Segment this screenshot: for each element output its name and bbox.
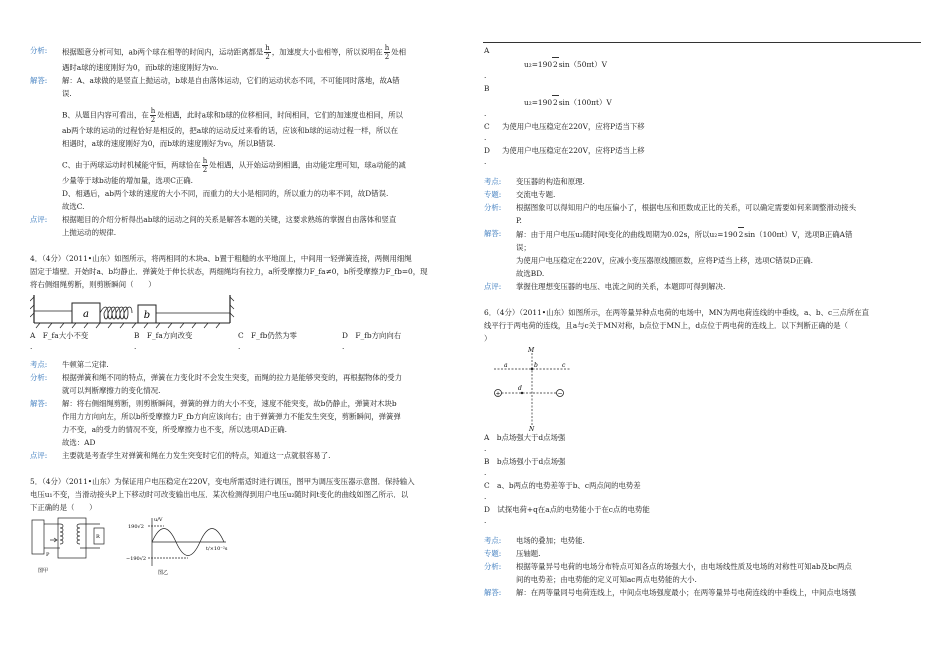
q6-label-N: N bbox=[529, 426, 535, 431]
q3-comment bbox=[30, 213, 468, 239]
q4-block-a-label: a bbox=[83, 309, 89, 320]
right-column bbox=[484, 44, 922, 599]
q6-figure-charges bbox=[484, 345, 594, 431]
solution-label: 解答: bbox=[484, 229, 502, 238]
q6-stem-line2: 线平行于两电荷的连线，且a与c关于MN对称，b点位于MN上，d点位于两电荷的连线上．以下判断正确的是（ bbox=[484, 321, 848, 330]
q6-label-b: b bbox=[534, 362, 538, 369]
q5-figure-neg: −190√2 bbox=[126, 556, 147, 562]
q6-label-c: c bbox=[562, 362, 566, 369]
q5-figure-yi bbox=[148, 518, 226, 566]
q6-analysis-line1: 根据等量异号电荷的电场分布特点可知各点的场强大小，由电场线性质及电场的对称性可知ab及bc两点 bbox=[516, 562, 852, 571]
q6-option-b[interactable]: B b点场强小于d点场强 . bbox=[484, 457, 566, 477]
q6-option-a[interactable]: A b点场强大于d点场强 . bbox=[484, 433, 566, 453]
kaodian-label: 考点: bbox=[30, 360, 48, 369]
q6-negative-charge: − bbox=[557, 390, 563, 398]
q5-figure-t-axis: t/×10⁻²s bbox=[206, 546, 228, 552]
solution-label: 解答: bbox=[484, 588, 502, 597]
q6-label-M: M bbox=[528, 347, 535, 354]
q5-comment-text: 掌握住理想变压器的电压、电流之间的关系，本题即可得到解决. bbox=[516, 282, 726, 291]
fraction-h-2: $\frac{h}{2}$ bbox=[384, 44, 390, 61]
q3-solution bbox=[30, 74, 468, 213]
q6-label-a: a bbox=[504, 362, 508, 369]
q4-block-b-label: b bbox=[143, 310, 151, 321]
q4-solution-line3: 力不变，a的受力的情况不变，所受摩擦力也不变，所以选项AD正确. bbox=[62, 425, 287, 434]
q6-stem-line1: 6．（4分）（2011•山东）如图所示，在两等量异种点电荷的电场中，MN为两电荷连线的中垂线，a、b、c三点所在直 bbox=[484, 308, 870, 317]
q4-options bbox=[30, 329, 468, 351]
q3-solution-b1a: B、从题目内容可看出，在 bbox=[62, 110, 149, 120]
q5-figure-u-axis: u/V bbox=[154, 517, 163, 523]
q4-option-c[interactable]: C F_fb仍然为零 . bbox=[238, 331, 297, 351]
q3-analysis-line1c: 处相 bbox=[391, 47, 406, 57]
fraction-h-2: $\frac{h}{2}$ bbox=[150, 107, 156, 124]
kaodian-label: 考点: bbox=[484, 536, 502, 545]
q3-solution-c2: 少量等于球b动能的增加量，选项C正确. bbox=[62, 176, 193, 185]
q4-analysis-line1: 根据弹簧和绳不同的特点，弹簧在力变化时不会发生突变，而绳的拉力是能够突变的，再根据物体的受力 bbox=[62, 373, 402, 382]
q5-figure-jia bbox=[32, 518, 104, 558]
solution-label: 解答: bbox=[30, 399, 48, 408]
q3-solution-b3: 相遇时，a球的速度刚好为0，而b球的速度刚好为v₀，所以B错误. bbox=[62, 139, 276, 148]
analysis-label: 分析: bbox=[30, 46, 48, 55]
q6-zhuanti-text: 压轴题. bbox=[516, 549, 541, 558]
q4-option-b[interactable]: B F_fa方向改变 . bbox=[134, 331, 193, 351]
q4-comment-text: 主要就是考查学生对弹簧和绳在力发生突变时它们的特点，知道这一点就很容易了. bbox=[62, 451, 331, 460]
q4-figure-spring-blocks bbox=[30, 291, 240, 329]
q3-analysis-line2: 遇时a球的速度刚好为0，而b球的速度刚好为v₀. bbox=[62, 63, 219, 72]
q6-positive-charge: + bbox=[495, 390, 501, 398]
q5-solution-line2: 误； bbox=[516, 243, 531, 252]
q6-label-d: d bbox=[518, 385, 522, 392]
q4-stem-line3: 将右侧细绳剪断，则剪断瞬间（ ） bbox=[30, 280, 156, 289]
q5-solution-line3: 为使用户电压稳定在220V，应减小变压器原线圈匝数，应将P适当上移，选项C错误D正确. bbox=[516, 256, 814, 265]
q4-option-d[interactable]: D F_fb方向向右 . bbox=[342, 331, 402, 351]
q3-analysis-line1a: 根据题意分析可知，ab两个球在相等的时间内，运动距离都是 bbox=[62, 47, 264, 57]
q5-option-a[interactable]: A u₂=1902sin（50πt）V . bbox=[484, 44, 922, 80]
q5-kaodian bbox=[484, 175, 922, 188]
q3-analysis bbox=[30, 44, 468, 74]
q3-solution-c1a: C、由于两球运动时机械能守恒，两球恰在 bbox=[62, 160, 201, 170]
comment-label: 点评: bbox=[484, 282, 502, 291]
q6-kaodian-text: 电场的叠加；电势能. bbox=[516, 536, 585, 545]
q5-zhuanti bbox=[484, 188, 922, 201]
zhuanti-label: 专题: bbox=[484, 190, 502, 199]
q3-comment-line1: 根据题目的介绍分析得出ab球的运动之间的关系是解答本题的关键，这要求熟练的掌握自由落体和竖直 bbox=[62, 215, 397, 224]
q5-option-a-letter: A bbox=[484, 46, 490, 55]
comment-label: 点评: bbox=[30, 451, 48, 460]
q4-solution bbox=[30, 397, 468, 449]
q6-kaodian bbox=[484, 534, 922, 547]
fraction-h-2: $\frac{h}{2}$ bbox=[265, 44, 270, 61]
q6-analysis-line2: 间的电势差；由电势能的定义可知ac两点电势能的大小. bbox=[516, 575, 697, 584]
top-rule bbox=[483, 42, 921, 43]
q5-figure-R: R bbox=[96, 534, 100, 540]
q5-figure-P: P bbox=[46, 552, 50, 558]
left-column bbox=[30, 44, 468, 576]
q5-figure-pos: 190√2 bbox=[128, 524, 144, 530]
q5-kaodian-text: 变压器的构造和原理. bbox=[516, 177, 585, 186]
q5-stem-line2: 电压u₁不变，当滑动接头P上下移动时可改变输出电压．某次检测得到用户电压u₂随时间t变化的曲线如图乙所示．以 bbox=[30, 490, 409, 499]
q5-solution: 解答: 解：由于用户电压u₂随时间t变化的曲线周期为0.02s，所以u₂=1902sin（100πt）V，选项B正确A错 误； 为使用户电压稳定在220V，应减小变压器原线圈匝数，应将P适当上移，选项C错误D正确. 故选BD. bbox=[484, 227, 922, 280]
q3-solution-d2: 故选C. bbox=[62, 202, 85, 211]
q4-analysis bbox=[30, 371, 468, 397]
q5-zhuanti-text: 交流电专题. bbox=[516, 190, 556, 199]
q4-kaodian bbox=[30, 358, 468, 371]
q6-option-c[interactable]: C a、b两点的电势差等于b、c两点间的电势差 . bbox=[484, 481, 641, 501]
q5-option-b-letter: B bbox=[484, 84, 490, 93]
q5-analysis-line1: 根据图象可以得知用户的电压偏小了，根据电压和匝数成正比的关系，可以确定需要如何来调整滑动接头 bbox=[516, 203, 856, 212]
q4-stem-line1: 4．（4分）（2011•山东）如图所示，将两相同的木块a、b置于粗糙的水平地面上，中间用一轻弹簧连接，两侧用细绳 bbox=[30, 254, 412, 263]
zhuanti-label: 专题: bbox=[484, 549, 502, 558]
q3-solution-b2: ab两个球的运动的过程恰好是相反的，把a球的运动反过来看的话，应该和b球的运动过程一样，所以在 bbox=[62, 126, 399, 135]
comment-label: 点评: bbox=[30, 215, 48, 224]
q5-analysis bbox=[484, 201, 922, 227]
q5-option-d[interactable]: D 为使用户电压稳定在220V，应将P适当上移 . bbox=[484, 146, 645, 166]
q5-solution-line4: 故选BD. bbox=[516, 269, 545, 278]
q5-option-b[interactable]: B u₂=1902sin（100πt）V . bbox=[484, 82, 922, 118]
q3-solution-b1b: 处相遇，此时a球和b球的位移相同，时间相同，它们的加速度也相同，所以 bbox=[157, 110, 403, 120]
q6-stem-line3: ） bbox=[484, 334, 492, 343]
solution-label: 解答: bbox=[30, 76, 48, 85]
q6-solution-line1: 解：在两等量同号电荷连线上，中间点电场强度最小；在两等量异号电荷连线的中垂线上，中间点电场强 bbox=[516, 588, 856, 597]
q3-comment-line2: 上抛运动的规律. bbox=[62, 228, 117, 237]
q4-solution-line4: 故选：AD bbox=[62, 438, 96, 447]
q3-solution-line2: 误. bbox=[62, 89, 72, 98]
q3-analysis-line1b: ，加速度大小也相等，所以说明在 bbox=[271, 47, 383, 57]
analysis-label: 分析: bbox=[484, 562, 502, 571]
sqrt-2: 2 bbox=[552, 57, 559, 71]
q4-solution-line1: 解：将右侧细绳剪断，则剪断瞬间，弹簧的弹力的大小不变，速度不能突变，故b仍静止，弹簧对木块b bbox=[62, 399, 397, 408]
kaodian-label: 考点: bbox=[484, 177, 502, 186]
analysis-label: 分析: bbox=[30, 373, 48, 382]
q6-solution bbox=[484, 586, 922, 599]
q5-comment bbox=[484, 280, 922, 293]
q5-figure-yi-caption: 图乙 bbox=[158, 570, 169, 576]
q5-analysis-line2: P. bbox=[516, 216, 522, 225]
q3-solution-c1b: 处相遇，从开始运动到相遇，由动能定理可知，球a动能的减 bbox=[209, 160, 406, 170]
q6-zhuanti bbox=[484, 547, 922, 560]
q6-option-d[interactable]: D 试探电荷+q在a点的电势能小于在c点的电势能 . bbox=[484, 505, 650, 525]
analysis-label: 分析: bbox=[484, 203, 502, 212]
q4-kaodian-text: 牛顿第二定律. bbox=[62, 360, 109, 369]
q3-solution-d1: D、相遇后，ab两个球的速度的大小不同，而重力的大小是相同的，所以重力的功率不同，故D错误. bbox=[62, 189, 389, 198]
sqrt-2: 2 bbox=[738, 227, 745, 241]
q4-stem-line2: 固定于墙壁．开始时a、b均静止．弹簧处于伸长状态，两细绳均有拉力，a所受摩擦力F_fa≠0，b所受摩擦力F_fb=0，现 bbox=[30, 267, 428, 276]
q5-figure-jia-caption: 图甲 bbox=[38, 568, 49, 574]
q4-option-a[interactable]: A F_fa大小不变 . bbox=[30, 331, 89, 351]
q4-analysis-line2: 就可以判断摩擦力的变化情况. bbox=[62, 386, 161, 395]
q5-option-c[interactable]: C 为使用户电压稳定在220V，应将P适当下移 . bbox=[484, 122, 645, 142]
fraction-h-2: $\frac{h}{2}$ bbox=[202, 157, 208, 174]
q4-comment bbox=[30, 449, 468, 462]
q6-analysis bbox=[484, 560, 922, 586]
sqrt-2: 2 bbox=[552, 95, 559, 109]
q5-stem-line3: 下正确的是（ ） bbox=[30, 503, 97, 512]
q5-figures bbox=[30, 514, 250, 576]
q3-solution-line1: 解：A、a球做的是竖直上抛运动，b球是自由落体运动，它们的运动状态不同，不可能同时落地，故A错 bbox=[62, 76, 400, 85]
q4-solution-line2: 作用力方向向左，所以b所受摩擦力F_fb方向应该向右；由于弹簧弹力不能发生突变，剪断瞬间，弹簧弹 bbox=[62, 412, 401, 421]
q5-stem-line1: 5．（4分）（2011•山东）为保证用户电压稳定在220V，变电所需适时进行调压，图甲为调压变压器示意图．保持输入 bbox=[30, 477, 415, 486]
